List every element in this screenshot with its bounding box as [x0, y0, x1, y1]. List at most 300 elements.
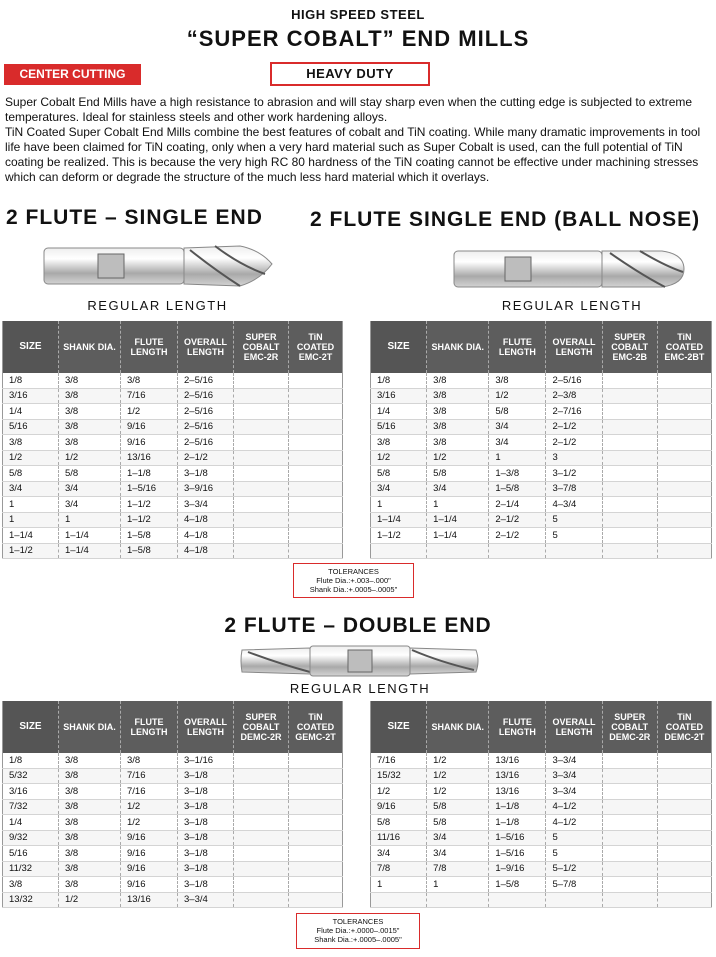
- table-cell: 3–3/4: [546, 753, 602, 768]
- table-cell: [289, 830, 343, 846]
- table-cell: 1: [3, 512, 59, 528]
- table-cell: 2–5/16: [178, 435, 234, 451]
- column-header: SIZE: [371, 701, 427, 753]
- table-cell: 5: [546, 830, 602, 846]
- table-row: [3, 877, 343, 893]
- table-cell: 1–1/4: [59, 543, 121, 559]
- table-cell: 1/8: [3, 753, 59, 768]
- column-header: SUPER COBALT DEMC-2R: [234, 701, 289, 753]
- page-title: “SUPER COBALT” END MILLS: [186, 26, 530, 51]
- table-row: [3, 543, 343, 559]
- table-cell: 3–1/8: [178, 846, 234, 862]
- table-cell: [289, 543, 343, 559]
- table-cell: 1/8: [371, 373, 427, 388]
- table-cell: [657, 435, 711, 451]
- table-cell: 1–5/8: [489, 877, 546, 893]
- table-cell: [234, 404, 289, 420]
- table-cell: [546, 543, 602, 559]
- table-cell: [234, 528, 289, 544]
- table-row: [3, 404, 343, 420]
- single-tolerances-box: [293, 563, 414, 598]
- table-cell: 1–5/8: [489, 481, 546, 497]
- table-cell: 1/4: [3, 404, 59, 420]
- table-row: [3, 799, 343, 815]
- table-cell: [289, 497, 343, 513]
- table-cell: [602, 497, 657, 513]
- table-cell: 3/16: [3, 784, 59, 800]
- table-cell: 7/16: [121, 388, 178, 404]
- table-cell: 3/8: [59, 830, 121, 846]
- double-end-mill-image: [240, 642, 480, 680]
- table-cell: 1: [371, 497, 427, 513]
- table-cell: [602, 388, 657, 404]
- table-row: [3, 768, 343, 784]
- table-cell: 5/8: [427, 466, 489, 482]
- column-header: SHANK DIA.: [427, 701, 489, 753]
- ball-nose-table: [370, 321, 712, 559]
- table-cell: 7/16: [371, 753, 427, 768]
- table-cell: 3–7/8: [546, 481, 602, 497]
- table-cell: 1: [489, 450, 546, 466]
- table-cell: 3/4: [59, 481, 121, 497]
- table-cell: 11/16: [371, 830, 427, 846]
- table-cell: 1–1/4: [427, 528, 489, 544]
- table-cell: 3/8: [59, 435, 121, 451]
- table-cell: [234, 543, 289, 559]
- table-cell: 3/16: [3, 388, 59, 404]
- table-row: [3, 466, 343, 482]
- table-row: [371, 799, 712, 815]
- table-cell: 1/2: [121, 799, 178, 815]
- table-cell: [657, 892, 711, 908]
- table-cell: [657, 753, 711, 768]
- table-cell: 3/4: [427, 846, 489, 862]
- table-cell: 3/8: [59, 846, 121, 862]
- table-cell: 1: [59, 512, 121, 528]
- table-cell: 2–1/2: [178, 450, 234, 466]
- table-cell: [657, 481, 711, 497]
- description: [5, 95, 705, 185]
- table-cell: [289, 861, 343, 877]
- description-paragraph-2: TiN Coated Super Cobalt End Mills combine the best features of cobalt and TiN coating. While many dramatic improvements in tool life have been claimed for TiN coating, only when a very hard material such as Super Cobalt is used, can the full potential of TiN coating be realized. This is because the very high RC 80 hardness of the TiN coating cannot be effective under machining stresses which can deform or degrade the structure of the much less hard material which it overlays.: [5, 125, 701, 184]
- table-cell: [234, 830, 289, 846]
- table-row: [3, 512, 343, 528]
- table-cell: [427, 543, 489, 559]
- table-cell: 4–1/2: [546, 799, 602, 815]
- table-cell: 9/16: [371, 799, 427, 815]
- table-row: [3, 388, 343, 404]
- center-cutting-badge: CENTER CUTTING: [4, 64, 141, 85]
- table-header-row: [371, 321, 712, 373]
- table-cell: 9/16: [121, 830, 178, 846]
- ball-nose-mill-image: [450, 244, 688, 294]
- table-cell: [657, 373, 711, 388]
- column-header: SHANK DIA.: [59, 701, 121, 753]
- table-cell: 13/32: [3, 892, 59, 908]
- table-cell: 3/8: [59, 404, 121, 420]
- table-cell: 5–1/2: [546, 861, 602, 877]
- table-cell: [657, 784, 711, 800]
- table-row: [371, 753, 712, 768]
- table-cell: 3/16: [371, 388, 427, 404]
- table-cell: 7/8: [427, 861, 489, 877]
- table-cell: 1–1/2: [121, 512, 178, 528]
- table-cell: [234, 784, 289, 800]
- table-row: [3, 861, 343, 877]
- table-cell: [289, 528, 343, 544]
- table-cell: 3/4: [427, 830, 489, 846]
- table-cell: [602, 861, 657, 877]
- table-cell: 3/8: [121, 753, 178, 768]
- table-cell: 4–1/8: [178, 528, 234, 544]
- column-header: TiN COATED GEMC-2T: [289, 701, 343, 753]
- table-cell: 1–5/8: [121, 543, 178, 559]
- table-cell: 3/8: [427, 388, 489, 404]
- table-cell: 3/8: [489, 373, 546, 388]
- table-cell: 7/16: [121, 784, 178, 800]
- shank-tolerance: Shank Dia.:+.0005–.0005": [309, 585, 398, 594]
- table-cell: 5: [546, 846, 602, 862]
- table-cell: 5/16: [371, 419, 427, 435]
- table-cell: 2–5/16: [178, 404, 234, 420]
- double-end-table-left: [2, 701, 343, 908]
- table-row: [371, 419, 712, 435]
- table-cell: 1/2: [371, 450, 427, 466]
- flute-tolerance: Flute Dia.:+.003–.000": [316, 576, 391, 585]
- table-cell: [602, 799, 657, 815]
- table-row: [371, 815, 712, 831]
- table-cell: 3–3/4: [546, 784, 602, 800]
- column-header: FLUTE LENGTH: [121, 701, 178, 753]
- table-cell: 3–3/4: [178, 892, 234, 908]
- table-cell: 4–1/2: [546, 815, 602, 831]
- table-cell: [427, 892, 489, 908]
- table-cell: [289, 846, 343, 862]
- table-cell: 3–1/8: [178, 799, 234, 815]
- table-cell: [289, 753, 343, 768]
- table-cell: 1/2: [3, 450, 59, 466]
- table-cell: 13/16: [121, 892, 178, 908]
- table-cell: [657, 450, 711, 466]
- table-cell: 7/32: [3, 799, 59, 815]
- table-cell: [234, 768, 289, 784]
- table-cell: 1/2: [427, 784, 489, 800]
- table-cell: [234, 799, 289, 815]
- table-cell: 3–1/8: [178, 815, 234, 831]
- double-end-title: 2 FLUTE – DOUBLE END: [224, 614, 492, 637]
- table-cell: 1/2: [59, 892, 121, 908]
- table-cell: [657, 512, 711, 528]
- table-cell: [657, 528, 711, 544]
- table-cell: [602, 830, 657, 846]
- single-end-subtitle: REGULAR LENGTH: [87, 298, 228, 313]
- table-row: [371, 466, 712, 482]
- table-cell: [289, 768, 343, 784]
- table-cell: [602, 373, 657, 388]
- table-cell: 1/8: [3, 373, 59, 388]
- table-cell: 5/8: [3, 466, 59, 482]
- table-row: [371, 512, 712, 528]
- table-cell: 2–5/16: [178, 373, 234, 388]
- table-cell: [234, 388, 289, 404]
- table-cell: [657, 815, 711, 831]
- table-header-row: [3, 701, 343, 753]
- table-cell: [234, 892, 289, 908]
- single-end-title: 2 FLUTE – SINGLE END: [6, 206, 263, 229]
- column-header: TiN COATED DEMC-2T: [657, 701, 711, 753]
- table-cell: [234, 450, 289, 466]
- table-row: [371, 784, 712, 800]
- table-cell: 1: [371, 877, 427, 893]
- table-cell: 1–1/2: [371, 528, 427, 544]
- table-cell: 2–1/4: [489, 497, 546, 513]
- table-cell: [371, 543, 427, 559]
- table-cell: 1/2: [427, 450, 489, 466]
- column-header: FLUTE LENGTH: [489, 321, 546, 373]
- double-end-table-right: [370, 701, 712, 908]
- table-cell: [602, 768, 657, 784]
- table-cell: 1–5/16: [489, 846, 546, 862]
- table-cell: [289, 388, 343, 404]
- tolerances-title: TOLERANCES: [328, 567, 379, 576]
- table-cell: 13/16: [489, 768, 546, 784]
- table-cell: 3/8: [59, 768, 121, 784]
- table-cell: 5/8: [59, 466, 121, 482]
- table-cell: [602, 512, 657, 528]
- table-cell: 3/8: [59, 877, 121, 893]
- table-cell: 1–1/4: [427, 512, 489, 528]
- table-cell: [602, 846, 657, 862]
- table-cell: [489, 543, 546, 559]
- table-cell: 1–5/16: [121, 481, 178, 497]
- table-cell: [602, 435, 657, 451]
- table-cell: [289, 435, 343, 451]
- table-cell: [602, 481, 657, 497]
- table-row: [371, 373, 712, 388]
- table-row: [3, 846, 343, 862]
- table-cell: 3/4: [59, 497, 121, 513]
- table-cell: [234, 466, 289, 482]
- double-tolerances-box: [296, 913, 420, 949]
- table-cell: 2–1/2: [546, 419, 602, 435]
- table-cell: 1/2: [427, 753, 489, 768]
- table-cell: 3–1/8: [178, 877, 234, 893]
- table-cell: 5–7/8: [546, 877, 602, 893]
- table-cell: 1–1/4: [59, 528, 121, 544]
- table-cell: [234, 497, 289, 513]
- table-cell: 1/2: [59, 450, 121, 466]
- table-row: [3, 450, 343, 466]
- table-cell: 3/8: [121, 373, 178, 388]
- table-cell: [289, 481, 343, 497]
- table-cell: 5/16: [3, 846, 59, 862]
- table-cell: [657, 404, 711, 420]
- table-cell: 3/8: [59, 753, 121, 768]
- table-cell: 3/4: [3, 481, 59, 497]
- table-cell: 5/8: [427, 815, 489, 831]
- table-cell: 1: [427, 877, 489, 893]
- table-cell: [234, 512, 289, 528]
- table-cell: [657, 419, 711, 435]
- table-cell: 5/8: [371, 466, 427, 482]
- table-row: [371, 404, 712, 420]
- table-cell: [657, 830, 711, 846]
- table-cell: 1/2: [489, 388, 546, 404]
- table-cell: [234, 877, 289, 893]
- table-cell: [657, 768, 711, 784]
- table-cell: [371, 892, 427, 908]
- table-cell: 3/8: [427, 419, 489, 435]
- table-cell: [657, 799, 711, 815]
- table-cell: 3/8: [3, 877, 59, 893]
- column-header: SIZE: [371, 321, 427, 373]
- table-cell: [602, 877, 657, 893]
- tolerances-title: TOLERANCES: [332, 917, 384, 926]
- column-header: OVERALL LENGTH: [178, 321, 234, 373]
- table-cell: 3/8: [59, 373, 121, 388]
- column-header: TiN COATED EMC-2T: [289, 321, 343, 373]
- table-cell: 2–1/2: [489, 512, 546, 528]
- column-header: SUPER COBALT DEMC-2R: [602, 701, 657, 753]
- table-cell: 3–1/8: [178, 830, 234, 846]
- single-end-table: [2, 321, 343, 559]
- table-cell: 3/8: [427, 404, 489, 420]
- table-cell: 2–7/16: [546, 404, 602, 420]
- table-row: [371, 481, 712, 497]
- table-cell: 13/16: [121, 450, 178, 466]
- table-cell: 3/8: [427, 435, 489, 451]
- table-cell: 13/16: [489, 784, 546, 800]
- table-cell: 9/16: [121, 419, 178, 435]
- heavy-duty-badge: HEAVY DUTY: [270, 62, 430, 86]
- table-cell: 3–1/8: [178, 768, 234, 784]
- table-cell: [489, 892, 546, 908]
- table-row: [371, 877, 712, 893]
- table-cell: [234, 815, 289, 831]
- table-cell: 1–1/2: [3, 543, 59, 559]
- table-cell: 4–1/8: [178, 543, 234, 559]
- column-header: FLUTE LENGTH: [489, 701, 546, 753]
- table-row: [371, 450, 712, 466]
- page-kicker: HIGH SPEED STEEL: [291, 7, 425, 22]
- table-row: [3, 753, 343, 768]
- table-cell: 4–3/4: [546, 497, 602, 513]
- table-cell: 1–3/8: [489, 466, 546, 482]
- column-header: SIZE: [3, 701, 59, 753]
- table-cell: [602, 466, 657, 482]
- table-cell: 2–5/16: [178, 419, 234, 435]
- table-row: [371, 497, 712, 513]
- table-cell: [602, 753, 657, 768]
- table-cell: [602, 419, 657, 435]
- table-cell: 1/2: [427, 768, 489, 784]
- column-header: SHANK DIA.: [427, 321, 489, 373]
- table-row: [371, 543, 712, 559]
- table-cell: 3–1/8: [178, 466, 234, 482]
- table-cell: 9/16: [121, 435, 178, 451]
- table-cell: 1–1/8: [489, 799, 546, 815]
- table-cell: [289, 373, 343, 388]
- table-cell: 15/32: [371, 768, 427, 784]
- table-cell: [289, 799, 343, 815]
- table-header-row: [3, 321, 343, 373]
- table-cell: [657, 466, 711, 482]
- table-cell: 1–1/2: [121, 497, 178, 513]
- table-cell: 3/4: [427, 481, 489, 497]
- table-cell: 3–1/2: [546, 466, 602, 482]
- table-cell: 1/4: [371, 404, 427, 420]
- table-cell: [602, 892, 657, 908]
- table-row: [3, 497, 343, 513]
- table-row: [371, 846, 712, 862]
- column-header: OVERALL LENGTH: [546, 701, 602, 753]
- table-cell: 3/4: [371, 481, 427, 497]
- description-paragraph-1: Super Cobalt End Mills have a high resistance to abrasion and will stay sharp even when the cutting edge is subjected to extreme temperatures. Ideal for stainless steels and other work hardening alloys.: [5, 95, 693, 124]
- table-cell: 3/4: [489, 419, 546, 435]
- single-end-mill-image: [40, 240, 275, 292]
- table-cell: [234, 861, 289, 877]
- table-cell: [234, 373, 289, 388]
- table-cell: [234, 481, 289, 497]
- table-cell: 5/8: [371, 815, 427, 831]
- table-cell: 3/8: [59, 784, 121, 800]
- table-cell: 1–1/4: [3, 528, 59, 544]
- table-cell: [289, 466, 343, 482]
- table-cell: 4–1/8: [178, 512, 234, 528]
- column-header: TiN COATED EMC-2BT: [657, 321, 711, 373]
- table-cell: [602, 404, 657, 420]
- table-cell: 3/8: [59, 388, 121, 404]
- table-cell: 3–3/4: [178, 497, 234, 513]
- flute-tolerance: Flute Dia.:+.0000–.0015": [316, 926, 400, 935]
- table-cell: 3/8: [3, 435, 59, 451]
- table-cell: 7/8: [371, 861, 427, 877]
- table-cell: 1–5/16: [489, 830, 546, 846]
- table-cell: 5: [546, 528, 602, 544]
- table-cell: 2–1/2: [546, 435, 602, 451]
- table-cell: 2–3/8: [546, 388, 602, 404]
- table-row: [371, 830, 712, 846]
- column-header: SIZE: [3, 321, 59, 373]
- table-row: [371, 768, 712, 784]
- table-cell: 5: [546, 512, 602, 528]
- table-cell: [289, 877, 343, 893]
- table-cell: 1–9/16: [489, 861, 546, 877]
- table-cell: [234, 419, 289, 435]
- table-cell: [657, 497, 711, 513]
- table-cell: 3–3/4: [546, 768, 602, 784]
- table-cell: 1/2: [371, 784, 427, 800]
- table-row: [371, 861, 712, 877]
- table-cell: 3–1/8: [178, 861, 234, 877]
- table-row: [371, 892, 712, 908]
- table-cell: [657, 861, 711, 877]
- table-row: [3, 373, 343, 388]
- table-cell: [657, 543, 711, 559]
- table-cell: 2–5/16: [178, 388, 234, 404]
- table-row: [371, 528, 712, 544]
- table-row: [371, 388, 712, 404]
- table-cell: 9/16: [121, 846, 178, 862]
- table-cell: 3–1/16: [178, 753, 234, 768]
- table-cell: 3–9/16: [178, 481, 234, 497]
- column-header: OVERALL LENGTH: [178, 701, 234, 753]
- table-cell: 1–1/8: [121, 466, 178, 482]
- table-cell: 3/4: [371, 846, 427, 862]
- table-cell: 3/8: [59, 799, 121, 815]
- table-cell: [602, 450, 657, 466]
- table-row: [3, 830, 343, 846]
